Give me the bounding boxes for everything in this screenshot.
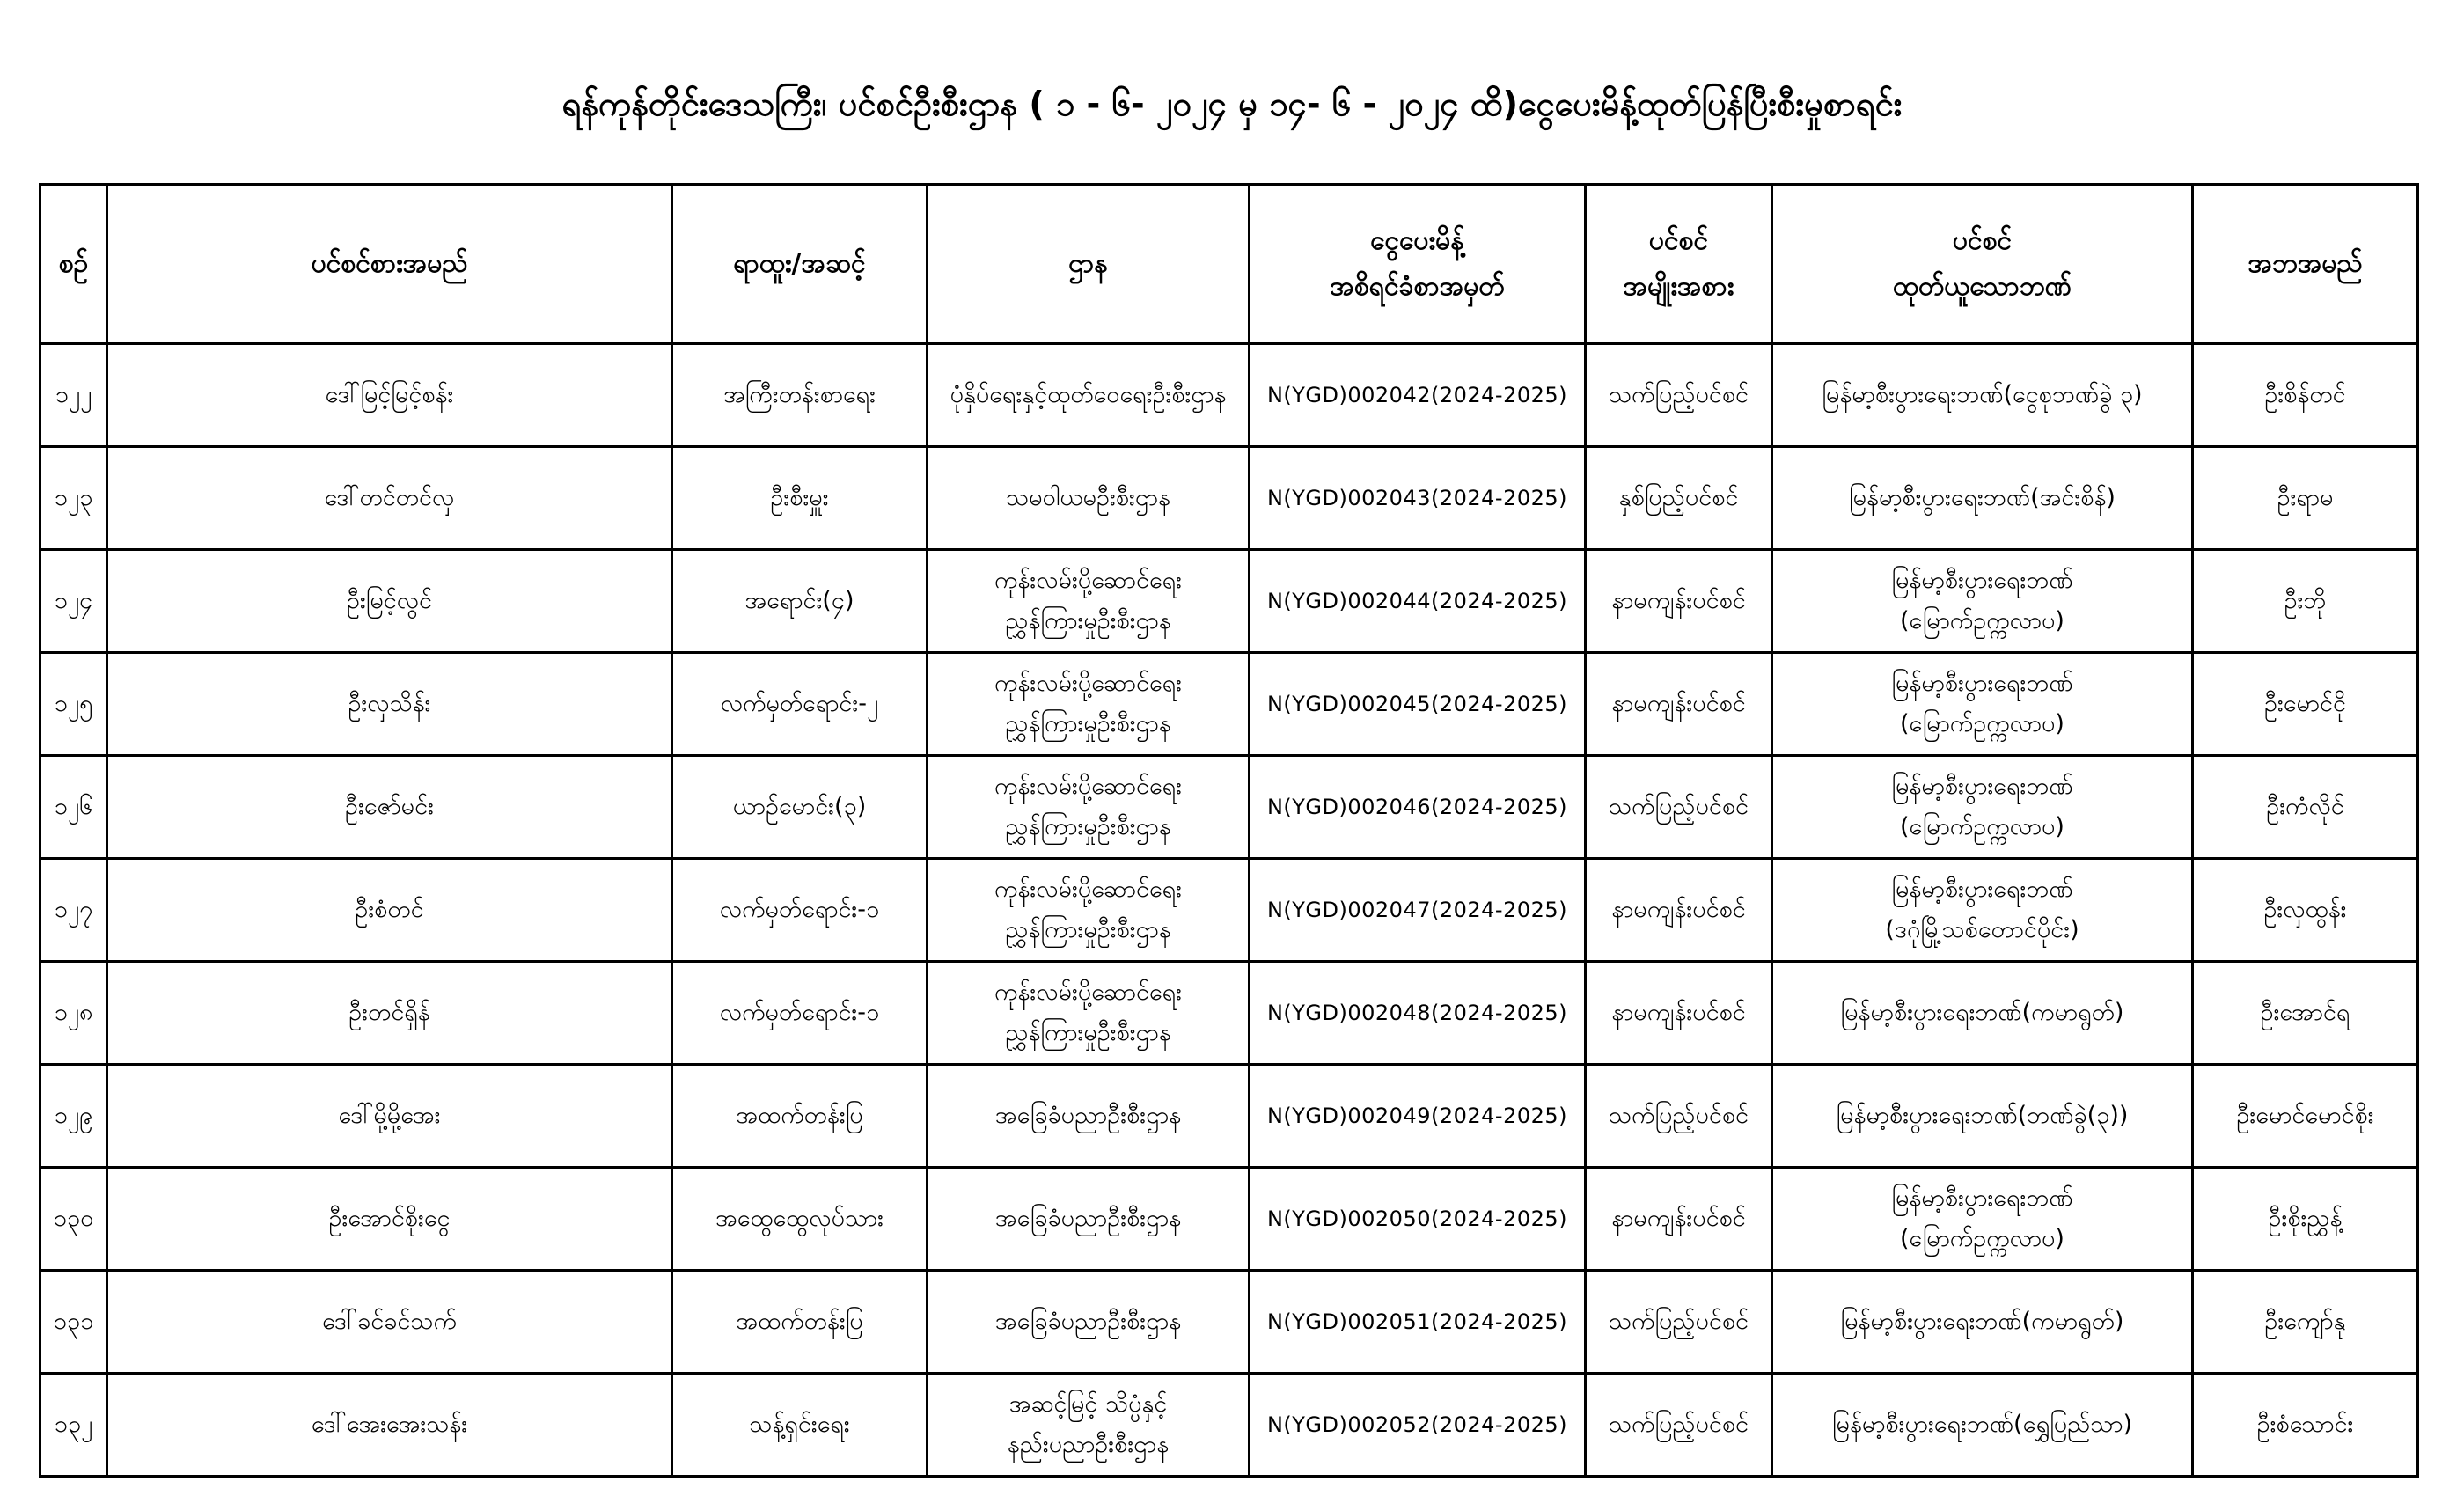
cell-line: ကုန်းလမ်းပို့ဆောင်ရေး bbox=[994, 773, 1183, 800]
cell-no: ၁၂၈ bbox=[40, 962, 107, 1065]
cell-pensioner-name: ဒေါ်ခင်ခင်သက် bbox=[107, 1271, 672, 1374]
cell-pension-type: သက်ပြည့်ပင်စင် bbox=[1586, 1271, 1772, 1374]
cell-line: မြန်မာ့စီးပွားရေးဘဏ်(ဘဏ်ခွဲ(၃)) bbox=[1836, 1102, 2129, 1129]
cell-father-name: ဦးဘို bbox=[2193, 550, 2418, 653]
cell-line: မြန်မာ့စီးပွားရေးဘဏ် bbox=[1891, 876, 2073, 903]
cell-bank bbox=[1772, 859, 2193, 962]
cell-line: မြန်မာ့စီးပွားရေးဘဏ် bbox=[1891, 1184, 2073, 1212]
cell-pension-type: နာမကျန်းပင်စင် bbox=[1586, 859, 1772, 962]
cell-rank: အကြီးတန်းစာရေး bbox=[672, 344, 928, 447]
cell-line: (မြောက်ဥက္ကလာပ) bbox=[1900, 607, 2064, 634]
cell-receipt-number: N(YGD)002042(2024-2025) bbox=[1250, 344, 1586, 447]
cell-line: ပင်စင် bbox=[1952, 225, 2013, 256]
cell-line: ကုန်းလမ်းပို့ဆောင်ရေး bbox=[994, 567, 1183, 594]
cell-no: ၁၂၇ bbox=[40, 859, 107, 962]
cell-department bbox=[928, 962, 1250, 1065]
cell-pension-type: သက်ပြည့်ပင်စင် bbox=[1586, 1065, 1772, 1168]
cell-father-name: ဦးစိုးညွှန့် bbox=[2193, 1168, 2418, 1271]
cell-line: အခြေခံပညာဦးစီးဌာန bbox=[994, 1308, 1182, 1335]
cell-pension-type: နာမကျန်းပင်စင် bbox=[1586, 962, 1772, 1065]
header-row bbox=[40, 185, 2418, 344]
cell-line: ရာထူး/အဆင့် bbox=[733, 248, 866, 279]
cell-department bbox=[928, 1374, 1250, 1477]
table-row bbox=[40, 1374, 2418, 1477]
cell-rank: ယာဉ်မောင်း(၃) bbox=[672, 756, 928, 859]
cell-line: ဌာန bbox=[1068, 248, 1108, 279]
cell-pension-type: နာမကျန်းပင်စင် bbox=[1586, 1168, 1772, 1271]
cell-bank bbox=[1772, 1374, 2193, 1477]
cell-line: အစိရင်ခံစာအမှတ် bbox=[1330, 271, 1505, 302]
table-row bbox=[40, 1271, 2418, 1374]
cell-receipt-number: N(YGD)002046(2024-2025) bbox=[1250, 756, 1586, 859]
table-row bbox=[40, 756, 2418, 859]
header-pension-type bbox=[1586, 185, 1772, 344]
cell-no: ၁၃၂ bbox=[40, 1374, 107, 1477]
cell-line: စဉ် bbox=[58, 248, 89, 279]
cell-line: ညွှန်ကြားမှုဦးစီးဌာန bbox=[1005, 916, 1171, 943]
cell-line: မြန်မာ့စီးပွားရေးဘဏ်(ကမာရွတ်) bbox=[1840, 1308, 2124, 1335]
cell-pension-type: နှစ်ပြည့်ပင်စင် bbox=[1586, 447, 1772, 550]
cell-father-name: ဦးကံလိုင် bbox=[2193, 756, 2418, 859]
cell-department bbox=[928, 859, 1250, 962]
table-row bbox=[40, 1168, 2418, 1271]
cell-line: အခြေခံပညာဦးစီးဌာန bbox=[994, 1102, 1182, 1129]
cell-line: အမျိုးအစား bbox=[1623, 271, 1734, 302]
cell-department bbox=[928, 1271, 1250, 1374]
cell-receipt-number: N(YGD)002044(2024-2025) bbox=[1250, 550, 1586, 653]
cell-father-name: ဦးအောင်ရ bbox=[2193, 962, 2418, 1065]
cell-line: ကုန်းလမ်းပို့ဆောင်ရေး bbox=[994, 979, 1183, 1006]
cell-bank bbox=[1772, 653, 2193, 756]
cell-pension-type: သက်ပြည့်ပင်စင် bbox=[1586, 344, 1772, 447]
cell-no: ၁၂၉ bbox=[40, 1065, 107, 1168]
cell-no: ၁၃၀ bbox=[40, 1168, 107, 1271]
table-row bbox=[40, 859, 2418, 962]
cell-pensioner-name: ဒေါ်တင်တင်လှ bbox=[107, 447, 672, 550]
cell-bank bbox=[1772, 962, 2193, 1065]
cell-line: မြန်မာ့စီးပွားရေးဘဏ်(ငွေစုဘဏ်ခွဲ ၃) bbox=[1822, 381, 2143, 408]
cell-line: ပင်စင် bbox=[1648, 225, 1709, 256]
cell-father-name: ဦးမောင်မောင်စိုး bbox=[2193, 1065, 2418, 1168]
cell-department bbox=[928, 344, 1250, 447]
cell-pensioner-name: ဦးမြင့်လွင် bbox=[107, 550, 672, 653]
header-rank bbox=[672, 185, 928, 344]
cell-department bbox=[928, 653, 1250, 756]
cell-father-name: ဦးရာမ bbox=[2193, 447, 2418, 550]
cell-rank: အထက်တန်းပြ bbox=[672, 1271, 928, 1374]
cell-line: အခြေခံပညာဦးစီးဌာန bbox=[994, 1205, 1182, 1232]
cell-bank bbox=[1772, 1271, 2193, 1374]
cell-no: ၁၃၁ bbox=[40, 1271, 107, 1374]
cell-pensioner-name: ဦးအောင်စိုးငွေ bbox=[107, 1168, 672, 1271]
page-title: ရန်ကုန်တိုင်းဒေသကြီး၊ ပင်စင်ဦးစီးဌာန ( ၁ - ၆- ၂၀၂၄ မှ ၁၄- ၆ - ၂၀၂၄ ထိ)ငွေပေးမိန့်ထုတ်ပြန်ပြီးစီးမှုစာရင်း bbox=[561, 84, 1903, 123]
cell-pensioner-name: ဦးတင်ရှိန် bbox=[107, 962, 672, 1065]
cell-line: ကုန်းလမ်းပို့ဆောင်ရေး bbox=[994, 876, 1183, 903]
table-body bbox=[40, 344, 2418, 1477]
cell-line: ကုန်းလမ်းပို့ဆောင်ရေး bbox=[994, 670, 1183, 697]
cell-line: ညွှန်ကြားမှုဦးစီးဌာန bbox=[1005, 1019, 1171, 1046]
cell-receipt-number: N(YGD)002052(2024-2025) bbox=[1250, 1374, 1586, 1477]
cell-line: ထုတ်ယူသောဘဏ် bbox=[1893, 271, 2072, 302]
table-row bbox=[40, 447, 2418, 550]
table-row bbox=[40, 653, 2418, 756]
cell-rank: လက်မှတ်ရောင်း-၂ bbox=[672, 653, 928, 756]
cell-receipt-number: N(YGD)002047(2024-2025) bbox=[1250, 859, 1586, 962]
cell-line: နည်းပညာဦးစီးဌာန bbox=[1007, 1431, 1170, 1458]
cell-pensioner-name: ဒေါ်မို့မို့အေး bbox=[107, 1065, 672, 1168]
cell-receipt-number: N(YGD)002049(2024-2025) bbox=[1250, 1065, 1586, 1168]
cell-bank bbox=[1772, 756, 2193, 859]
cell-pension-type: သက်ပြည့်ပင်စင် bbox=[1586, 1374, 1772, 1477]
cell-line: ပင်စင်စားအမည် bbox=[311, 248, 468, 279]
cell-no: ၁၂၅ bbox=[40, 653, 107, 756]
cell-rank: လက်မှတ်ရောင်း-၁ bbox=[672, 962, 928, 1065]
cell-father-name: ဦးကျော်နု bbox=[2193, 1271, 2418, 1374]
cell-pensioner-name: ဒေါ်အေးအေးသန်း bbox=[107, 1374, 672, 1477]
cell-father-name: ဦးလှထွန်း bbox=[2193, 859, 2418, 962]
cell-line: မြန်မာ့စီးပွားရေးဘဏ် bbox=[1891, 670, 2073, 697]
cell-department bbox=[928, 756, 1250, 859]
cell-receipt-number: N(YGD)002051(2024-2025) bbox=[1250, 1271, 1586, 1374]
cell-pension-type: နာမကျန်းပင်စင် bbox=[1586, 653, 1772, 756]
cell-line: (မြောက်ဥက္ကလာပ) bbox=[1900, 1225, 2064, 1252]
cell-line: မြန်မာ့စီးပွားရေးဘဏ် bbox=[1891, 567, 2073, 594]
cell-line: မြန်မာ့စီးပွားရေးဘဏ်(ကမာရွတ်) bbox=[1840, 999, 2124, 1026]
header-name bbox=[107, 185, 672, 344]
table-row bbox=[40, 344, 2418, 447]
cell-line: (မြောက်ဥက္ကလာပ) bbox=[1900, 710, 2064, 737]
cell-line: (ဒဂုံမြို့သစ်တောင်ပိုင်း) bbox=[1885, 916, 2079, 943]
cell-line: ညွှန်ကြားမှုဦးစီးဌာန bbox=[1005, 607, 1171, 634]
cell-bank bbox=[1772, 1168, 2193, 1271]
cell-bank bbox=[1772, 447, 2193, 550]
cell-receipt-number: N(YGD)002048(2024-2025) bbox=[1250, 962, 1586, 1065]
cell-rank: ဦးစီးမှူး bbox=[672, 447, 928, 550]
cell-receipt-number: N(YGD)002043(2024-2025) bbox=[1250, 447, 1586, 550]
cell-rank: အထွေထွေလုပ်သား bbox=[672, 1168, 928, 1271]
cell-pensioner-name: ဦးစံတင် bbox=[107, 859, 672, 962]
cell-rank: အထက်တန်းပြ bbox=[672, 1065, 928, 1168]
header-father-name bbox=[2193, 185, 2418, 344]
cell-line: (မြောက်ဥက္ကလာပ) bbox=[1900, 813, 2064, 840]
table-row bbox=[40, 550, 2418, 653]
cell-bank bbox=[1772, 344, 2193, 447]
cell-receipt-number: N(YGD)002050(2024-2025) bbox=[1250, 1168, 1586, 1271]
cell-department bbox=[928, 447, 1250, 550]
cell-father-name: ဦးစံသောင်း bbox=[2193, 1374, 2418, 1477]
cell-no: ၁၂၂ bbox=[40, 344, 107, 447]
cell-rank: လက်မှတ်ရောင်း-၁ bbox=[672, 859, 928, 962]
cell-pensioner-name: ဒေါ်မြင့်မြင့်စန်း bbox=[107, 344, 672, 447]
cell-line: အဘအမည် bbox=[2248, 248, 2363, 279]
table-row bbox=[40, 1065, 2418, 1168]
cell-no: ၁၂၄ bbox=[40, 550, 107, 653]
cell-bank bbox=[1772, 550, 2193, 653]
cell-father-name: ဦးမောင်ငို bbox=[2193, 653, 2418, 756]
cell-father-name: ဦးစိန်တင် bbox=[2193, 344, 2418, 447]
cell-line: ပုံနှိပ်ရေးနှင့်ထုတ်ဝေရေးဦးစီးဌာန bbox=[950, 381, 1227, 408]
header-no bbox=[40, 185, 107, 344]
header-receipt-number bbox=[1250, 185, 1586, 344]
cell-line: မြန်မာ့စီးပွားရေးဘဏ် bbox=[1891, 773, 2073, 800]
cell-line: အဆင့်မြင့် သိပ္ပံနှင့် bbox=[1008, 1390, 1168, 1418]
cell-department bbox=[928, 550, 1250, 653]
cell-pension-type: သက်ပြည့်ပင်စင် bbox=[1586, 756, 1772, 859]
cell-rank: အရောင်း(၄) bbox=[672, 550, 928, 653]
cell-department bbox=[928, 1065, 1250, 1168]
cell-rank: သန့်ရှင်းရေး bbox=[672, 1374, 928, 1477]
cell-pensioner-name: ဦးလှသိန်း bbox=[107, 653, 672, 756]
header-bank bbox=[1772, 185, 2193, 344]
cell-line: သမဝါယမဦးစီးဌာန bbox=[1006, 484, 1170, 511]
cell-line: ငွေပေးမိန့် bbox=[1370, 225, 1464, 256]
cell-line: ညွှန်ကြားမှုဦးစီးဌာန bbox=[1005, 813, 1171, 840]
cell-line: ညွှန်ကြားမှုဦးစီးဌာန bbox=[1005, 710, 1171, 737]
header-department bbox=[928, 185, 1250, 344]
cell-line: မြန်မာ့စီးပွားရေးဘဏ်(ရွှေပြည်သာ) bbox=[1831, 1411, 2133, 1438]
cell-pensioner-name: ဦးဇော်မင်း bbox=[107, 756, 672, 859]
cell-pension-type: နာမကျန်းပင်စင် bbox=[1586, 550, 1772, 653]
table-row bbox=[40, 962, 2418, 1065]
cell-bank bbox=[1772, 1065, 2193, 1168]
cell-department bbox=[928, 1168, 1250, 1271]
cell-receipt-number: N(YGD)002045(2024-2025) bbox=[1250, 653, 1586, 756]
cell-line: မြန်မာ့စီးပွားရေးဘဏ်(အင်းစိန်) bbox=[1849, 484, 2116, 511]
cell-no: ၁၂၆ bbox=[40, 756, 107, 859]
cell-no: ၁၂၃ bbox=[40, 447, 107, 550]
pension-table bbox=[39, 183, 2419, 1478]
